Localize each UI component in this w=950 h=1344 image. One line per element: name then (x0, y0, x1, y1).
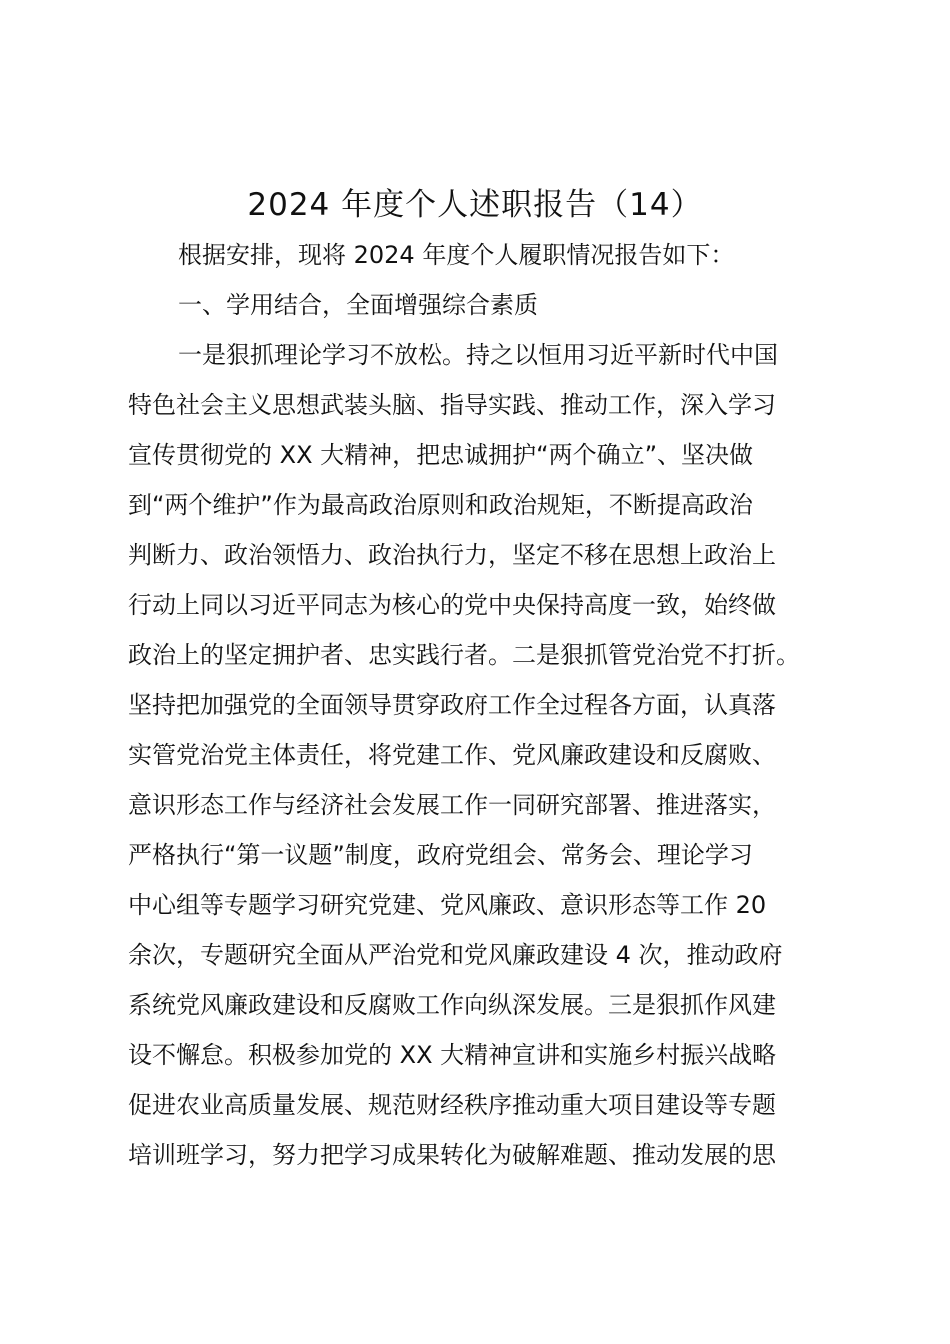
section-heading: 一、学用结合，全面增强综合素质 (178, 291, 538, 319)
body-line: 中心组等专题学习研究党建、党风廉政、意识形态等工作 20 (128, 891, 767, 919)
body-line: 到“两个维护”作为最高政治原则和政治规矩，不断提高政治 (128, 491, 753, 519)
intro-paragraph: 根据安排，现将 2024 年度个人履职情况报告如下： (178, 241, 735, 269)
body-line: 宣传贯彻党的 XX 大精神，把忠诚拥护“两个确立”、坚决做 (128, 441, 754, 469)
body-line: 实管党治党主体责任，将党建工作、党风廉政建设和反腐败、 (128, 741, 776, 769)
body-line: 一是狠抓理论学习不放松。持之以恒用习近平新时代中国 (178, 341, 778, 369)
body-line: 促进农业高质量发展、规范财经秩序推动重大项目建设等专题 (128, 1091, 776, 1119)
body-line: 意识形态工作与经济社会发展工作一同研究部署、推进落实， (128, 791, 776, 819)
body-line: 特色社会主义思想武装头脑、指导实践、推动工作，深入学习 (128, 391, 776, 419)
body-line: 严格执行“第一议题”制度，政府党组会、常务会、理论学习 (128, 841, 753, 869)
body-line: 判断力、政治领悟力、政治执行力，坚定不移在思想上政治上 (128, 541, 776, 569)
body-line: 政治上的坚定拥护者、忠实践行者。二是狠抓管党治党不打折。 (128, 641, 800, 669)
body-line: 余次，专题研究全面从严治党和党风廉政建设 4 次，推动政府 (128, 941, 783, 969)
body-line: 培训班学习，努力把学习成果转化为破解难题、推动发展的思 (128, 1141, 776, 1169)
body-line: 系统党风廉政建设和反腐败工作向纵深发展。三是狠抓作风建 (128, 991, 776, 1019)
body-line: 设不懈怠。积极参加党的 XX 大精神宣讲和实施乡村振兴战略 (128, 1041, 777, 1069)
body-line: 行动上同以习近平同志为核心的党中央保持高度一致，始终做 (128, 591, 776, 619)
document-title: 2024 年度个人述职报告（14） (247, 187, 703, 223)
body-line: 坚持把加强党的全面领导贯穿政府工作全过程各方面，认真落 (128, 691, 776, 719)
